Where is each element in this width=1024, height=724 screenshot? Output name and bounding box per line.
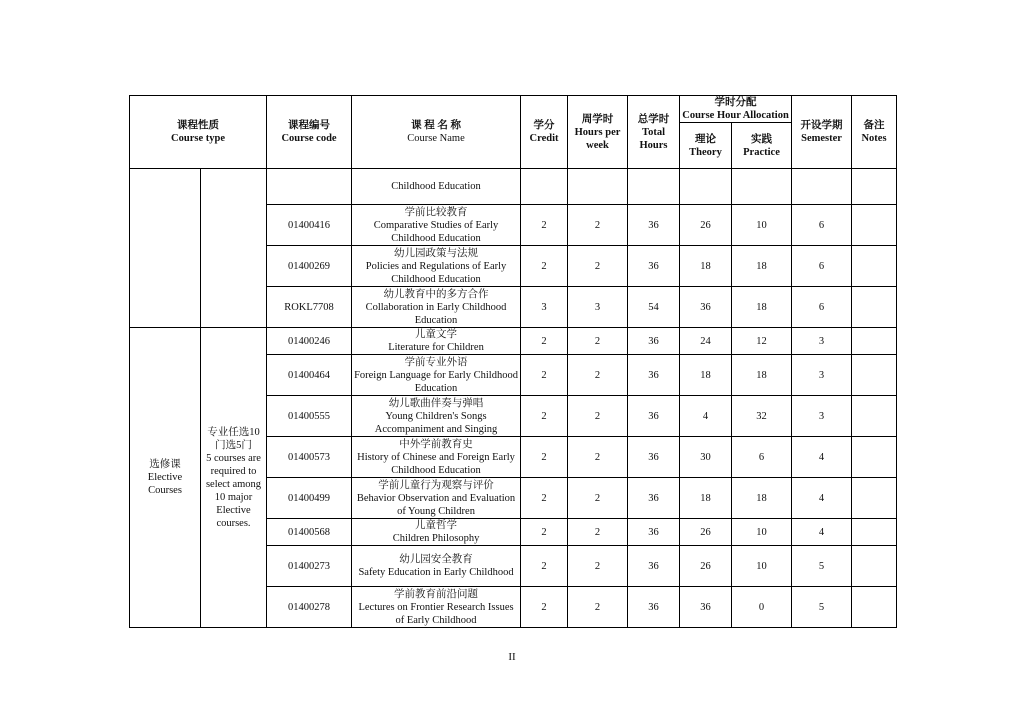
elective-type-zh: 选修课 <box>149 459 181 470</box>
course-name-cell <box>352 287 521 328</box>
notes-cell <box>852 546 897 587</box>
course-name-en: Safety Education in Early Childhood <box>358 567 514 578</box>
theory-cell: 26 <box>680 205 732 246</box>
credit-cell: 3 <box>521 287 568 328</box>
practice-cell: 12 <box>732 328 792 355</box>
credit-cell: 2 <box>521 205 568 246</box>
course-name-en: History of Chinese and Foreign Early Childhood Education <box>357 451 515 476</box>
practice-cell: 18 <box>732 478 792 519</box>
total-cell: 36 <box>628 205 680 246</box>
course-code-cell: 01400273 <box>267 546 352 587</box>
header-course-name: 课 程 名 称 Course Name <box>352 96 521 169</box>
semester-cell: 3 <box>792 355 852 396</box>
table-cell <box>852 169 897 205</box>
credit-cell: 2 <box>521 587 568 628</box>
notes-cell <box>852 437 897 478</box>
header-row-1 <box>130 96 897 123</box>
total-cell: 36 <box>628 355 680 396</box>
course-code-cell: ROKL7708 <box>267 287 352 328</box>
course-name-cell <box>352 396 521 437</box>
semester-cell: 4 <box>792 478 852 519</box>
semester-cell: 4 <box>792 519 852 546</box>
credit-cell: 2 <box>521 396 568 437</box>
total-cell: 36 <box>628 478 680 519</box>
course-name-zh: 学前教育前沿问题 <box>394 588 479 600</box>
total-cell: 36 <box>628 328 680 355</box>
header-semester: 开设学期 Semester <box>792 96 852 169</box>
course-name-cell <box>352 437 521 478</box>
hours-week-cell: 2 <box>568 437 628 478</box>
total-cell: 36 <box>628 546 680 587</box>
practice-cell: 32 <box>732 396 792 437</box>
course-name-cell <box>352 246 521 287</box>
upper-subtype-cell <box>201 169 267 328</box>
elective-subtype-cell <box>201 328 267 628</box>
table-cell <box>732 169 792 205</box>
practice-cell: 6 <box>732 437 792 478</box>
table-cell <box>680 169 732 205</box>
course-name-cell <box>352 355 521 396</box>
notes-cell <box>852 587 897 628</box>
credit-cell: 2 <box>521 246 568 287</box>
semester-cell: 6 <box>792 205 852 246</box>
practice-cell: 10 <box>732 546 792 587</box>
notes-cell <box>852 478 897 519</box>
total-cell: 36 <box>628 519 680 546</box>
table-cell <box>521 169 568 205</box>
course-name-cell <box>352 478 521 519</box>
continuation-row <box>130 169 897 205</box>
credit-cell: 2 <box>521 328 568 355</box>
header-notes: 备注 Notes <box>852 96 897 169</box>
semester-cell: 3 <box>792 328 852 355</box>
course-name-zh: 幼儿园政策与法规 <box>394 247 479 259</box>
course-name-en: Policies and Regulations of Early Childhood Education <box>365 260 507 285</box>
course-code-cell: 01400568 <box>267 519 352 546</box>
total-cell: 36 <box>628 246 680 287</box>
total-cell: 36 <box>628 437 680 478</box>
hours-week-cell: 2 <box>568 396 628 437</box>
hours-week-cell: 2 <box>568 205 628 246</box>
theory-cell: 18 <box>680 246 732 287</box>
course-name-en: Foreign Language for Early Childhood Education <box>354 369 518 394</box>
header-course-code: 课程编号 Course code <box>267 96 352 169</box>
course-name-cell <box>352 519 521 546</box>
header-allocation: 学时分配 Course Hour Allocation <box>680 96 792 123</box>
practice-cell: 10 <box>732 519 792 546</box>
course-name-zh: 儿童文学 <box>415 329 458 340</box>
practice-cell: 10 <box>732 205 792 246</box>
course-code-cell: 01400555 <box>267 396 352 437</box>
credit-cell: 2 <box>521 437 568 478</box>
course-name-en: Children Philosophy <box>392 533 480 544</box>
course-name-en: Behavior Observation and Evaluation of Young Children <box>356 492 516 517</box>
header-hours-per-week: 周学时 Hours per week <box>568 96 628 169</box>
practice-cell: 0 <box>732 587 792 628</box>
practice-cell: 18 <box>732 355 792 396</box>
theory-cell: 24 <box>680 328 732 355</box>
credit-cell: 2 <box>521 478 568 519</box>
semester-cell: 6 <box>792 287 852 328</box>
notes-cell <box>852 205 897 246</box>
table-cell <box>792 169 852 205</box>
theory-cell: 26 <box>680 519 732 546</box>
course-name-en: Literature for Children <box>388 342 484 353</box>
course-name-cell <box>352 546 521 587</box>
table-cell <box>568 169 628 205</box>
theory-cell: 36 <box>680 587 732 628</box>
course-name-zh: 幼儿教育中的多方合作 <box>383 288 489 300</box>
upper-type-cell <box>130 169 201 328</box>
semester-cell: 4 <box>792 437 852 478</box>
course-name-cell <box>352 328 521 355</box>
table-cell <box>628 169 680 205</box>
course-name-en: Lectures on Frontier Research Issues of Early Childhood <box>358 601 514 626</box>
course-name-zh: 幼儿歌曲伴奏与弹唱 <box>388 397 484 409</box>
course-name-cell <box>352 205 521 246</box>
notes-cell <box>852 519 897 546</box>
course-code-cell: 01400499 <box>267 478 352 519</box>
header-total-hours: 总学时 Total Hours <box>628 96 680 169</box>
hours-week-cell: 2 <box>568 478 628 519</box>
header-theory: 理论 Theory <box>680 123 732 169</box>
course-table <box>129 95 897 628</box>
theory-cell: 30 <box>680 437 732 478</box>
semester-cell: 5 <box>792 546 852 587</box>
hours-week-cell: 3 <box>568 287 628 328</box>
course-name-en: Collaboration in Early Childhood Education <box>365 301 507 326</box>
notes-cell <box>852 287 897 328</box>
theory-cell: 18 <box>680 478 732 519</box>
course-code-cell: 01400278 <box>267 587 352 628</box>
notes-cell <box>852 355 897 396</box>
course-row <box>130 328 897 355</box>
elective-subtype-zh: 专业任选10门选5门 <box>207 426 260 451</box>
notes-cell <box>852 328 897 355</box>
course-name-zh: 学前儿童行为观察与评价 <box>378 479 494 491</box>
hours-week-cell: 2 <box>568 355 628 396</box>
hours-week-cell: 2 <box>568 587 628 628</box>
elective-type-en: Elective Courses <box>147 472 183 496</box>
course-name-cell: Childhood Education <box>352 169 521 205</box>
course-code-cell: 01400416 <box>267 205 352 246</box>
course-code-cell: 01400269 <box>267 246 352 287</box>
course-name-zh: 幼儿园安全教育 <box>399 554 473 565</box>
semester-cell: 3 <box>792 396 852 437</box>
elective-subtype-en: 5 courses are required to select among 10 major Elective courses. <box>205 452 262 529</box>
total-cell: 36 <box>628 587 680 628</box>
course-name-zh: 学前比较教育 <box>404 206 468 218</box>
course-name-zh: 儿童哲学 <box>415 520 458 531</box>
credit-cell: 2 <box>521 546 568 587</box>
course-name-zh: 中外学前教育史 <box>399 438 473 450</box>
hours-week-cell: 2 <box>568 546 628 587</box>
page-number: II <box>508 651 516 663</box>
course-name-cell <box>352 587 521 628</box>
course-name-en: Young Children's Songs Accompaniment and Singing <box>374 410 498 435</box>
header-practice: 实践 Practice <box>732 123 792 169</box>
semester-cell: 6 <box>792 246 852 287</box>
practice-cell: 18 <box>732 246 792 287</box>
header-credit: 学分 Credit <box>521 96 568 169</box>
notes-cell <box>852 396 897 437</box>
total-cell: 54 <box>628 287 680 328</box>
elective-type-cell <box>130 328 201 628</box>
practice-cell: 18 <box>732 287 792 328</box>
course-code-cell: 01400464 <box>267 355 352 396</box>
theory-cell: 4 <box>680 396 732 437</box>
hours-week-cell: 2 <box>568 246 628 287</box>
theory-cell: 36 <box>680 287 732 328</box>
semester-cell: 5 <box>792 587 852 628</box>
hours-week-cell: 2 <box>568 519 628 546</box>
hours-week-cell: 2 <box>568 328 628 355</box>
course-code-cell: 01400246 <box>267 328 352 355</box>
notes-cell <box>852 246 897 287</box>
header-course-type: 课程性质 Course type <box>130 96 267 169</box>
table-cell <box>267 169 352 205</box>
theory-cell: 18 <box>680 355 732 396</box>
credit-cell: 2 <box>521 355 568 396</box>
course-code-cell: 01400573 <box>267 437 352 478</box>
course-name-en: Comparative Studies of Early Childhood Education <box>373 219 499 244</box>
credit-cell: 2 <box>521 519 568 546</box>
theory-cell: 26 <box>680 546 732 587</box>
course-name-zh: 学前专业外语 <box>404 356 468 368</box>
total-cell: 36 <box>628 396 680 437</box>
